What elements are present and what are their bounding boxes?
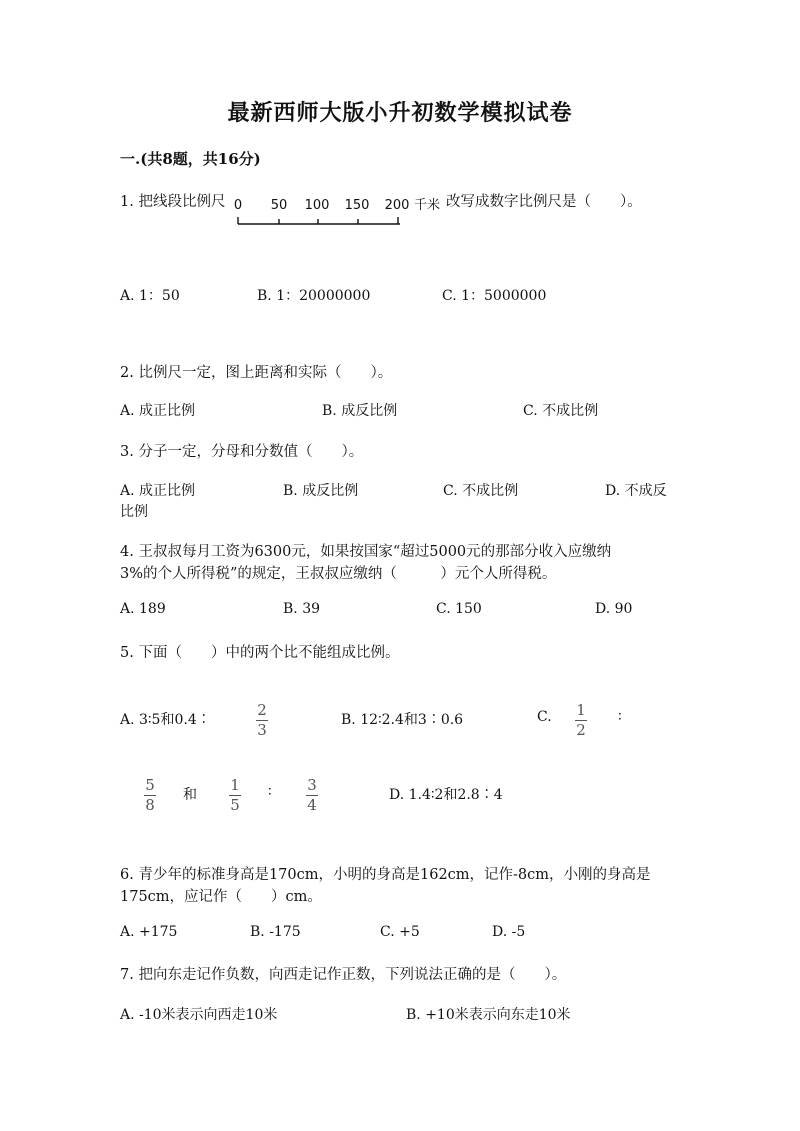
- q6-stem-line1: 6. 青少年的标准身高是170cm，小明的身高是162cm，记作-8cm，小刚的身高是: [120, 867, 651, 883]
- q5-stem: 5. 下面（ ）中的两个比不能组成比例。: [120, 645, 400, 661]
- q1-option-c[interactable]: C. 1：5000000: [442, 288, 547, 304]
- q6-stem-line2: 175cm，应记作（ ）cm。: [120, 889, 322, 905]
- section-heading: 一.(共8题，共16分): [120, 150, 261, 168]
- q5-option-b[interactable]: B. 12∶2.4和3∶0.6: [341, 712, 464, 728]
- fraction-denominator: 8: [145, 796, 155, 814]
- q4-stem-line2: 3%的个人所得税”的规定，王叔叔应缴纳（ ）元个人所得税。: [120, 566, 557, 582]
- q3-option-b[interactable]: B. 成反比例: [283, 483, 359, 499]
- ratio-colon: ∶: [268, 784, 272, 800]
- scale-unit-label: 千米: [414, 198, 441, 213]
- fraction-denominator: 4: [307, 796, 317, 814]
- q6-option-d[interactable]: D. -5: [492, 924, 526, 940]
- fraction-denominator: 3: [257, 721, 267, 739]
- q4-option-b[interactable]: B. 39: [283, 601, 321, 617]
- q2-option-b[interactable]: B. 成反比例: [322, 403, 398, 419]
- line-scale-diagram: [234, 190, 449, 230]
- q3-option-c[interactable]: C. 不成比例: [443, 483, 519, 499]
- q3-stem: 3. 分子一定，分母和分数值（ ）。: [120, 444, 364, 460]
- scale-tick-label: 100: [304, 198, 330, 213]
- fraction-denominator: 2: [576, 721, 586, 739]
- ratio-colon: ∶: [618, 709, 622, 725]
- q3-option-a[interactable]: A. 成正比例: [120, 483, 196, 499]
- scale-tick-label: 200: [384, 198, 410, 213]
- q3-option-d-wrap: 比例: [120, 504, 148, 520]
- fraction-five-eighths: [144, 777, 156, 814]
- page-title: 最新西师大版小升初数学模拟试卷: [227, 100, 573, 126]
- fraction-numerator: 2: [257, 701, 267, 719]
- q4-option-a[interactable]: A. 189: [120, 601, 166, 617]
- q1-stem-after: 改写成数字比例尺是（ ）。: [446, 194, 642, 210]
- fraction-one-half: [575, 702, 587, 739]
- q5-option-a[interactable]: A. 3∶5和0.4∶: [120, 712, 211, 728]
- q7-stem: 7. 把向东走记作负数，向西走记作正数，下列说法正确的是（ ）。: [120, 967, 567, 983]
- q4-option-d[interactable]: D. 90: [595, 601, 633, 617]
- q1-option-b[interactable]: B. 1：20000000: [257, 288, 371, 304]
- q4-option-c[interactable]: C. 150: [436, 601, 482, 617]
- scale-tick-label: 0: [234, 198, 243, 213]
- q6-option-b[interactable]: B. -175: [250, 924, 301, 940]
- fraction-numerator: 5: [145, 776, 155, 794]
- q5-option-c-label[interactable]: C.: [537, 709, 552, 725]
- fraction-two-thirds: [256, 702, 268, 739]
- and-word: 和: [183, 787, 197, 803]
- q2-stem: 2. 比例尺一定，图上距离和实际（ ）。: [120, 365, 393, 381]
- fraction-three-quarters: [306, 777, 318, 814]
- q1-stem-before: 1. 把线段比例尺: [120, 194, 226, 210]
- q3-option-d[interactable]: D. 不成反: [605, 483, 667, 499]
- q6-option-a[interactable]: A. +175: [120, 924, 178, 940]
- q2-option-a[interactable]: A. 成正比例: [120, 403, 196, 419]
- q4-stem-line1: 4. 王叔叔每月工资为6300元，如果按国家“超过5000元的那部分收入应缴纳: [120, 544, 612, 560]
- fraction-denominator: 5: [230, 796, 240, 814]
- fraction-numerator: 3: [307, 776, 317, 794]
- q6-option-c[interactable]: C. +5: [380, 924, 420, 940]
- fraction-one-fifth: [229, 777, 241, 814]
- q1-option-a[interactable]: A. 1：50: [120, 288, 180, 304]
- fraction-numerator: 1: [576, 701, 586, 719]
- q5-option-d[interactable]: D. 1.4∶2和2.8∶4: [389, 787, 503, 803]
- q7-option-a[interactable]: A. -10米表示向西走10米: [120, 1007, 278, 1023]
- fraction-numerator: 1: [230, 776, 240, 794]
- scale-tick-label: 150: [344, 198, 370, 213]
- q2-option-c[interactable]: C. 不成比例: [523, 403, 599, 419]
- q7-option-b[interactable]: B. +10米表示向东走10米: [406, 1007, 571, 1023]
- scale-tick-label: 50: [270, 198, 288, 213]
